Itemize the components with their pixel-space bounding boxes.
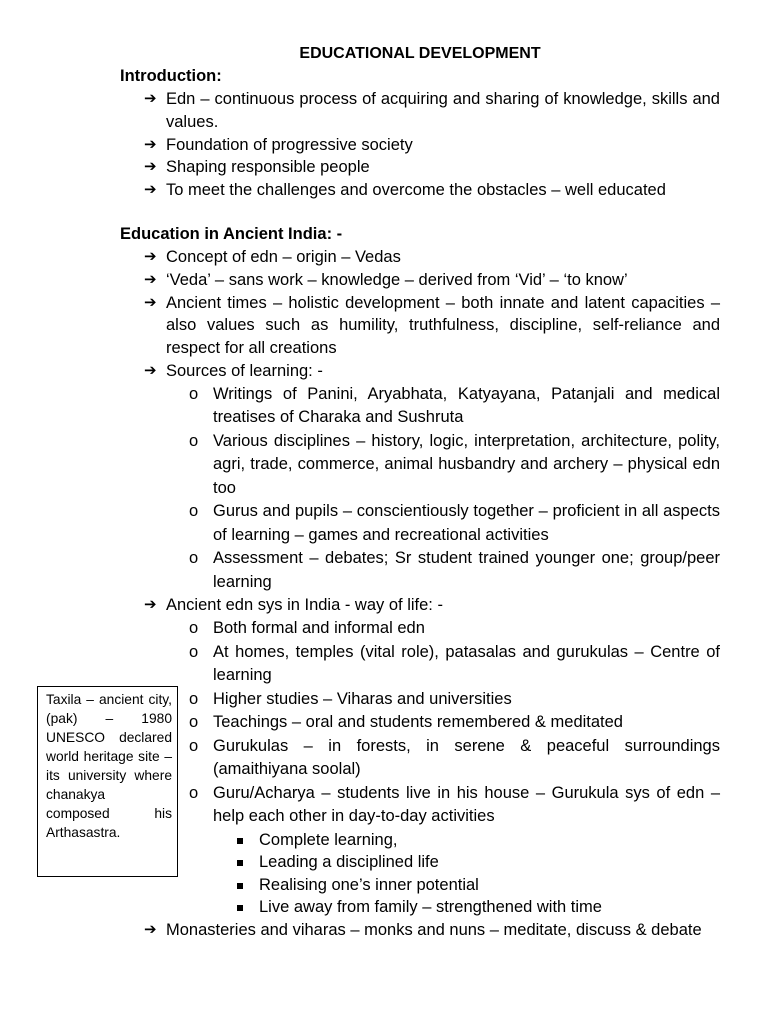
sub-sub-list-item: Realising one’s inner potential (120, 874, 720, 897)
list-item: ➔ Sources of learning: - (120, 360, 720, 383)
sub-list-item: o Both formal and informal edn (120, 617, 720, 641)
sub-sub-list-item: Leading a disciplined life (120, 851, 720, 874)
page-title: EDUCATIONAL DEVELOPMENT (299, 45, 541, 62)
circle-bullet-icon: o (189, 642, 199, 661)
arrow-right-icon: ➔ (144, 361, 157, 379)
circle-bullet-icon: o (189, 431, 199, 450)
sub-sub-list-item: Complete learning, (120, 829, 720, 852)
arrow-right-icon: ➔ (144, 135, 157, 153)
list-item: ➔ Shaping responsible people (120, 156, 720, 179)
square-bullet-icon (237, 838, 243, 844)
sub-list-item: o Gurus and pupils – conscientiously together – proficient in all aspects of learning – games and recreational activities (189, 502, 720, 544)
square-bullet-icon (237, 860, 243, 866)
sub-list-item: o At homes, temples (vital role), patasalas and gurukulas – Centre of learning (189, 642, 720, 685)
sub-list-item: o Higher studies – Viharas and universities (120, 688, 720, 712)
circle-bullet-icon: o (189, 502, 199, 521)
circle-bullet-icon: o (189, 713, 199, 732)
list-item: ➔ Monasteries and viharas – monks and nuns – meditate, discuss & debate (120, 919, 720, 942)
arrow-right-icon: ➔ (144, 90, 157, 107)
circle-bullet-icon: o (189, 736, 199, 755)
circle-bullet-icon: o (189, 783, 199, 802)
circle-bullet-icon: o (189, 619, 199, 638)
sub-list-item: o Various disciplines – history, logic, interpretation, architecture, polity, agri, trade, commerce, animal husbandry and archery – physical edn too (189, 431, 720, 497)
sub-list-item: o Teachings – oral and students remembered & meditated (120, 711, 720, 735)
circle-bullet-icon: o (189, 384, 199, 403)
square-bullet-icon (237, 905, 243, 911)
arrow-right-icon: ➔ (144, 920, 157, 938)
arrow-right-icon: ➔ (144, 270, 157, 288)
sub-list-item: o Guru/Acharya – students live in his house – Gurukula sys of edn – help each other in day-to-day activities (189, 783, 720, 826)
square-bullet-icon (237, 883, 243, 889)
sub-list-item: o Gurukulas – in forests, in serene & peaceful surroundings (amaithiyana soolal) (189, 736, 720, 779)
ancient-india-heading: Education in Ancient India: - (120, 225, 343, 243)
list-item: ➔ Edn – continuous process of acquiring and sharing of knowledge, skills and values. (144, 90, 720, 131)
sub-list-item: o Assessment – debates; Sr student trained younger one; group/peer learning (189, 549, 720, 591)
introduction-list (120, 88, 720, 202)
sub-sub-list-item: Live away from family – strengthened with time (120, 896, 720, 919)
arrow-right-icon: ➔ (144, 248, 157, 265)
circle-bullet-icon: o (189, 549, 199, 568)
arrow-right-icon: ➔ (144, 181, 157, 199)
arrow-right-icon: ➔ (144, 158, 157, 176)
list-item: ➔ To meet the challenges and overcome the obstacles – well educated (120, 179, 720, 202)
taxila-note-box: Taxila – ancient city, (pak) – 1980 UNESCO declared world heritage site – its university where chanakya composed his Arthasastra. (37, 686, 178, 877)
arrow-right-icon: ➔ (144, 596, 157, 614)
list-item: ➔ ‘Veda’ – sans work – knowledge – derived from ‘Vid’ – ‘to know’ (120, 269, 720, 292)
list-item: ➔ Concept of edn – origin – Vedas (120, 246, 720, 269)
sub-list-item: o Writings of Panini, Aryabhata, Katyayana, Patanjali and medical treatises of Charaka and Sushruta (189, 384, 720, 427)
arrow-right-icon: ➔ (144, 293, 157, 311)
list-item: ➔ Foundation of progressive society (120, 134, 720, 157)
list-item: ➔ Ancient times – holistic development – both innate and latent capacities – also values such as humility, truthfulness, discipline, self-reliance and respect for all creations (144, 293, 720, 358)
ancient-india-list (120, 246, 720, 941)
list-item: ➔ Ancient edn sys in India - way of life: - (120, 594, 720, 617)
introduction-heading: Introduction: (120, 67, 222, 85)
circle-bullet-icon: o (189, 689, 199, 708)
